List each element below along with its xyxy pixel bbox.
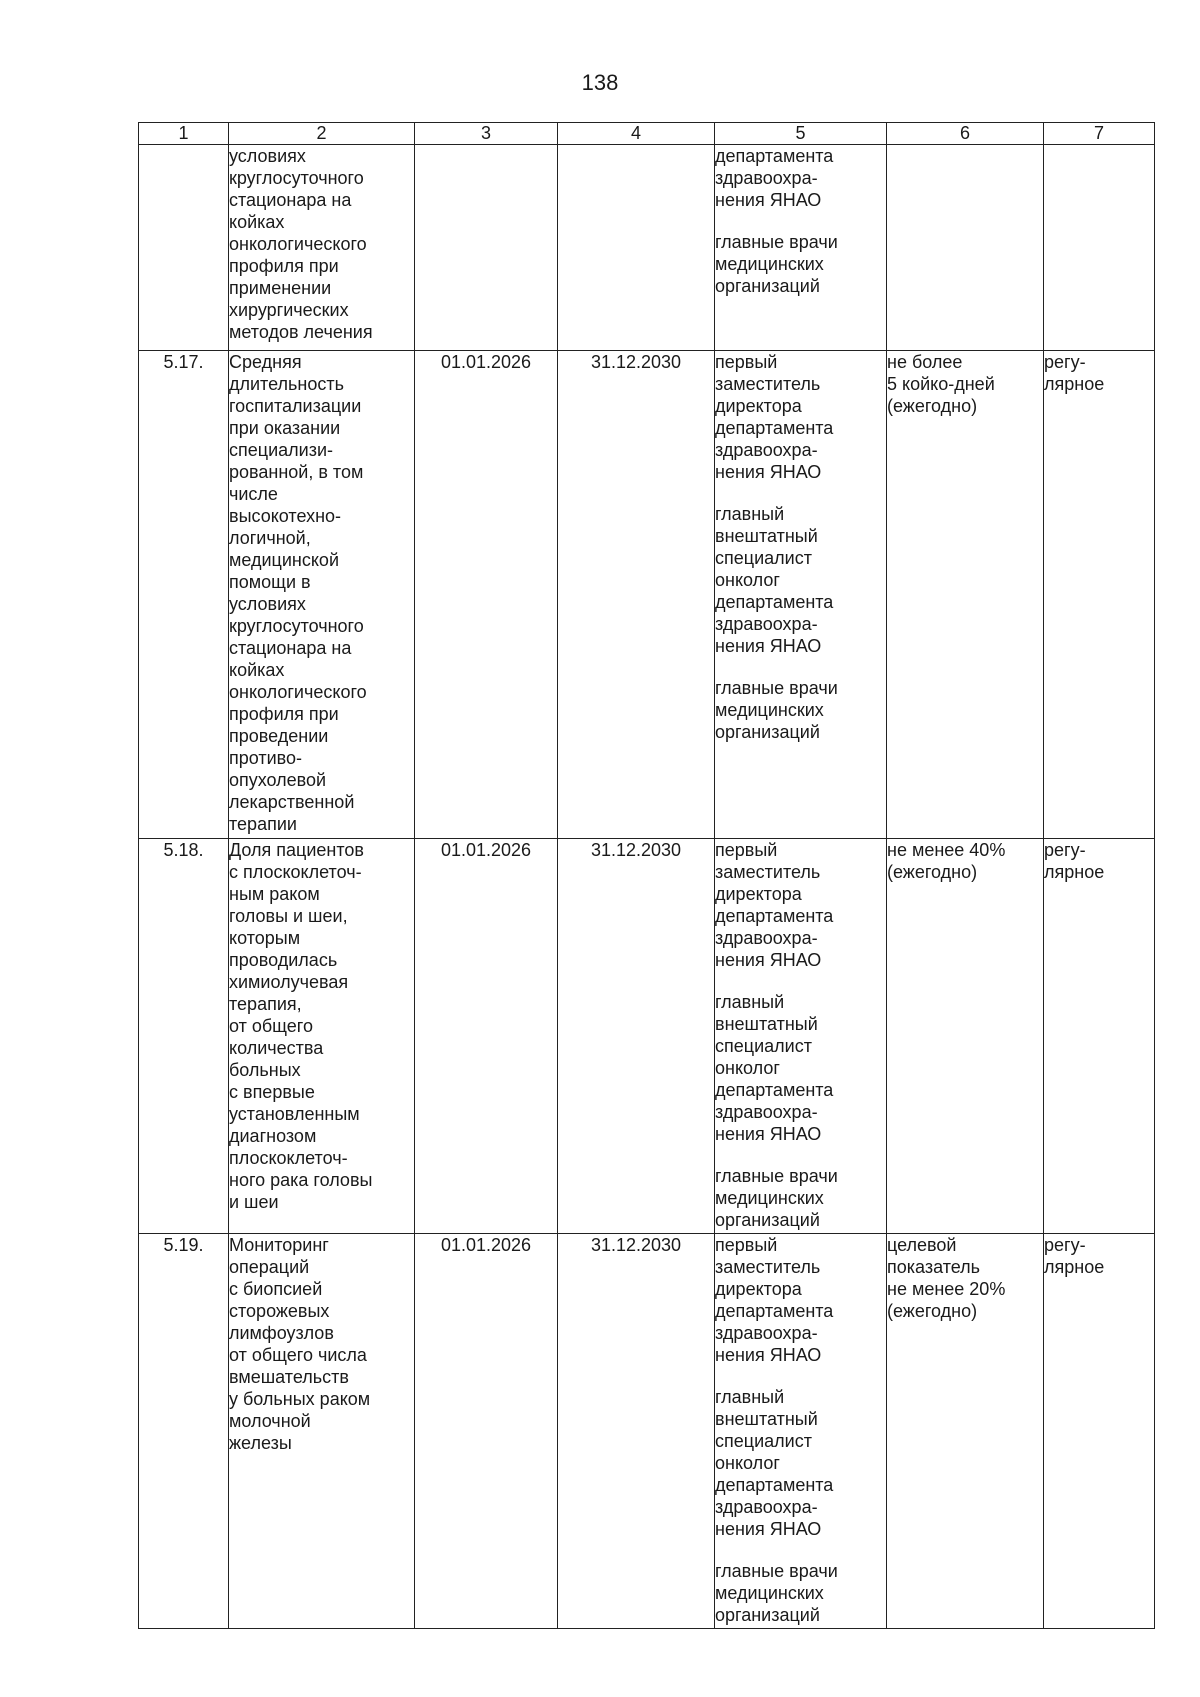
table-row bbox=[139, 839, 1155, 1234]
responsible-block: департамента здравоохра- нения ЯНАО bbox=[715, 146, 834, 210]
item-description: Средняя длительность госпитализации при оказании специализи- рованной, в том числе высокотехно- логичной, медицинской помощи в условиях круглосуточного стационара на койках онкологического профиля при проведении противо- опухолевой лекарственной терапии bbox=[229, 352, 367, 834]
column-header-6: 6 bbox=[887, 123, 1044, 145]
frequency-type: регу- лярное bbox=[1044, 352, 1105, 394]
plan-table bbox=[138, 122, 1155, 1629]
table-row bbox=[139, 351, 1155, 839]
end-date: 31.12.2030 bbox=[558, 351, 715, 839]
responsible-block: главные врачи медицинских организаций bbox=[715, 1561, 838, 1625]
item-number bbox=[139, 145, 229, 351]
item-description: условиях круглосуточного стационара на койках онкологического профиля при применении хирургических методов лечения bbox=[229, 146, 373, 342]
start-date bbox=[415, 145, 558, 351]
target-value: не более 5 койко-дней (ежегодно) bbox=[887, 352, 995, 416]
responsible-block: главный внештатный специалист онколог департамента здравоохра- нения ЯНАО bbox=[715, 992, 834, 1144]
column-header-7: 7 bbox=[1044, 123, 1155, 145]
table-row bbox=[139, 145, 1155, 351]
target-value: целевой показатель не менее 20% (ежегодно) bbox=[887, 1235, 1006, 1321]
responsible-block: первый заместитель директора департамента здравоохра- нения ЯНАО bbox=[715, 840, 834, 970]
item-number: 5.19. bbox=[139, 1234, 229, 1629]
responsible-block: главные врачи медицинских организаций bbox=[715, 678, 838, 742]
column-header-5: 5 bbox=[715, 123, 887, 145]
start-date: 01.01.2026 bbox=[415, 351, 558, 839]
end-date bbox=[558, 145, 715, 351]
column-header-1: 1 bbox=[139, 123, 229, 145]
item-description: Мониторинг операций с биопсией сторожевых лимфоузлов от общего числа вмешательств у больных раком молочной железы bbox=[229, 1235, 371, 1453]
frequency-type: регу- лярное bbox=[1044, 840, 1105, 882]
item-description: Доля пациентов с плоскоклеточ- ным раком головы и шеи, которым проводилась химиолучевая терапия, от общего количества больных с впервые установленным диагнозом плоскоклеточ- ного рака головы и шеи bbox=[229, 840, 373, 1212]
responsible-block: главный внештатный специалист онколог департамента здравоохра- нения ЯНАО bbox=[715, 1387, 834, 1539]
frequency-type: регу- лярное bbox=[1044, 1235, 1105, 1277]
column-header-2: 2 bbox=[229, 123, 415, 145]
responsible-block: главный внештатный специалист онколог департамента здравоохра- нения ЯНАО bbox=[715, 504, 834, 656]
frequency-type bbox=[1044, 145, 1155, 351]
page-number: 138 bbox=[581, 70, 619, 95]
column-header-4: 4 bbox=[558, 123, 715, 145]
responsible-block: первый заместитель директора департамента здравоохра- нения ЯНАО bbox=[715, 1235, 834, 1365]
end-date: 31.12.2030 bbox=[558, 839, 715, 1234]
item-number: 5.18. bbox=[139, 839, 229, 1234]
header-row bbox=[139, 123, 1155, 145]
target-value bbox=[887, 145, 1044, 351]
responsible-block: первый заместитель директора департамента здравоохра- нения ЯНАО bbox=[715, 352, 834, 482]
start-date: 01.01.2026 bbox=[415, 839, 558, 1234]
end-date: 31.12.2030 bbox=[558, 1234, 715, 1629]
responsible-block: главные врачи медицинских организаций bbox=[715, 1166, 838, 1230]
table-row bbox=[139, 1234, 1155, 1629]
item-number: 5.17. bbox=[139, 351, 229, 839]
column-header-3: 3 bbox=[415, 123, 558, 145]
start-date: 01.01.2026 bbox=[415, 1234, 558, 1629]
responsible-block: главные врачи медицинских организаций bbox=[715, 232, 838, 296]
target-value: не менее 40% (ежегодно) bbox=[887, 840, 1006, 882]
